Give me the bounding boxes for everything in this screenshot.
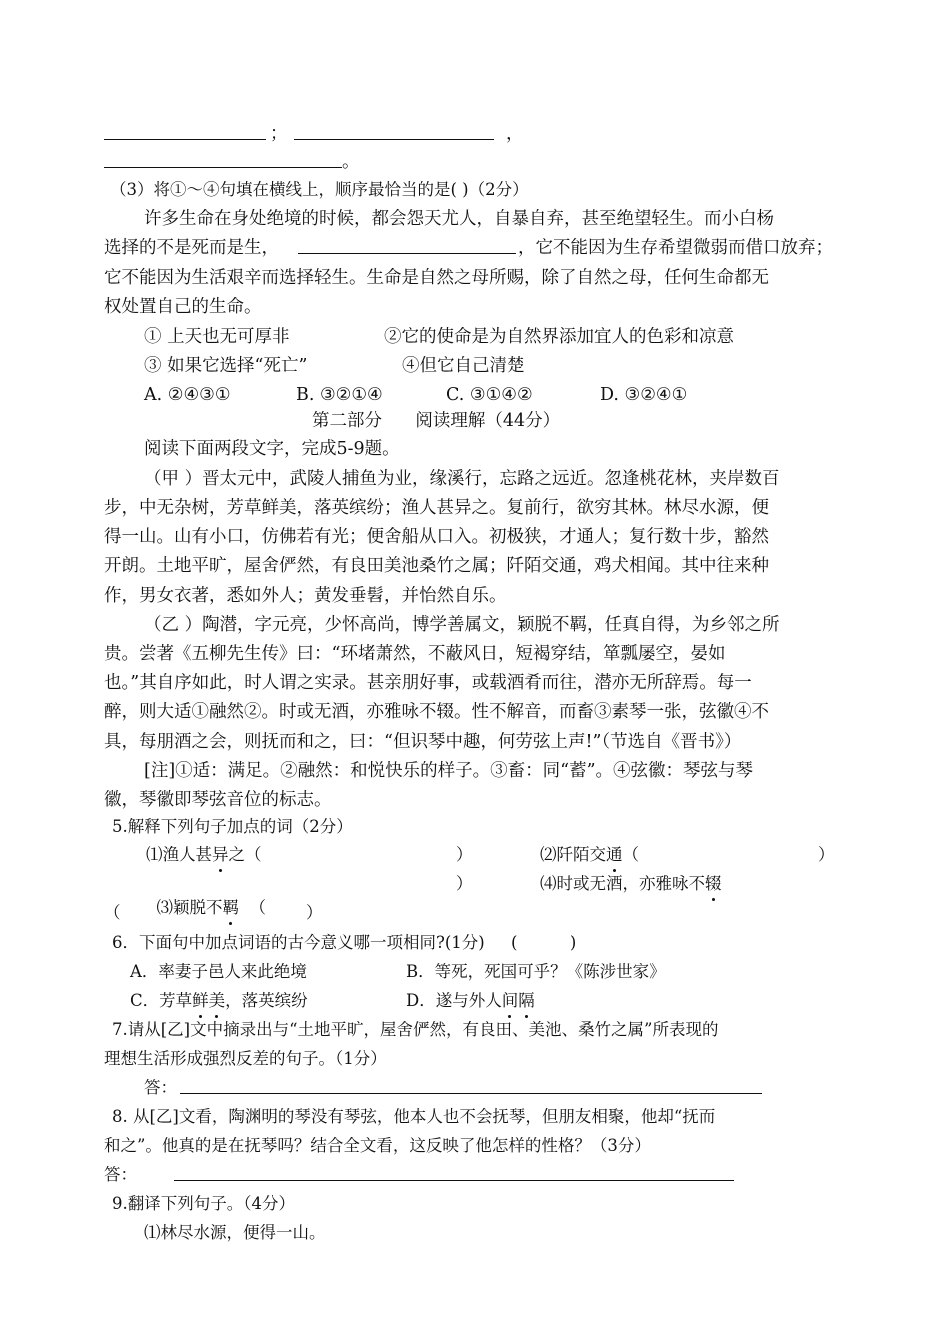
emphasis-dot-word: 鲜美 <box>192 991 225 1010</box>
section-heading: 第二部分 阅读理解（44分） <box>312 411 561 431</box>
q3-item: ④但它自己清楚 <box>402 356 525 376</box>
q5-paren-close: ） <box>456 874 473 893</box>
q6-option-c[interactable]: C．芳草鲜美，落英缤纷 <box>130 989 308 1013</box>
q6-option-a[interactable]: A．率妻子邑人来此绝境 <box>130 962 307 981</box>
emphasis-dot-word: 间隔 <box>502 991 535 1010</box>
q7-stem: 理想生活形成强烈反差的句子。（1分） <box>104 1049 387 1068</box>
passage-yi-line: （乙 ）陶潜，字元亮，少怀高尚，博学善属文，颖脱不羁，任真自得，为乡邻之所 <box>144 615 780 635</box>
q5-stem: 5.解释下列句子加点的词（2分） <box>112 817 353 836</box>
emphasis-dot-word: 辍 <box>705 872 722 896</box>
answer-blank[interactable] <box>180 1093 762 1094</box>
q3-paragraph-line: 它不能因为生活艰辛而选择轻生。生命是自然之母所赐，除了自然之母，任何生命都无 <box>104 268 769 288</box>
q3-paragraph-line: ，它不能因为生存希望微弱而借口放弃； <box>518 238 833 258</box>
passage-jia-line: 得一山。山有小口，仿佛若有光；便舍船从口入。初极狭，才通人；复行数十步，豁然 <box>104 527 769 547</box>
answer-blank[interactable] <box>298 253 516 254</box>
q5-paren-close: ） <box>818 845 835 864</box>
passage-yi-line: 醉，则大适①融然②。时或无酒，亦雅咏不辍。性不解音，而畜③素琴一张，弦徽④不 <box>104 702 769 722</box>
passage-yi-line: 也。”其自序如此，时人谓之实录。甚亲朋好事，或载酒肴而往，潜亦无所辞焉。每一 <box>104 673 752 693</box>
q5-paren-open: （ <box>104 903 121 922</box>
answer-label: 答： <box>104 1165 137 1184</box>
answer-blank[interactable] <box>294 139 494 140</box>
q3-option-a[interactable]: A. ②④③① <box>144 385 231 405</box>
passage-yi-line: 具，每朋酒之会，则抚而和之，曰：“但识琴中趣，何劳弦上声!”（节选自《晋书》） <box>104 732 742 752</box>
q3-paragraph-line: 选择的不是死而是生， <box>104 238 279 258</box>
q3-stem: （3）将①～④句填在横线上，顺序最恰当的是( )（2分） <box>110 180 529 199</box>
q3-item: ③ 如果它选择“死亡” <box>144 356 308 376</box>
q6-option-d[interactable]: D．遂与外人间隔 <box>406 989 535 1013</box>
answer-blank[interactable] <box>104 139 266 140</box>
q5-item-1: ⑴渔人甚异之（ <box>146 843 262 867</box>
passage-jia-line: 作，男女衣著，悉如外人；黄发垂髫，并怡然自乐。 <box>104 586 507 606</box>
answer-label: 答： <box>144 1078 177 1097</box>
passage-jia-line: 开朗。土地平旷，屋舍俨然，有良田美池桑竹之属；阡陌交通，鸡犬相闻。其中往来种 <box>104 556 769 576</box>
q3-paragraph-line: 许多生命在身处绝境的时候，都会怨天尤人，自暴自弃，甚至绝望轻生。而小白杨 <box>144 209 774 229</box>
q6-option-b[interactable]: B．等死，死国可乎？《陈涉世家》 <box>406 962 666 981</box>
passage-yi-line: 贵。尝著《五柳先生传》曰：“环堵萧然，不蔽风日，短褐穿结，箪瓢屡空，晏如 <box>104 644 726 664</box>
q6-stem: 6．下面句中加点词语的古今意义哪一项相同?(1分) ( ) <box>112 933 577 952</box>
q8-stem: 和之”。他真的是在抚琴吗？结合全文看，这反映了他怎样的性格？（3分） <box>104 1136 651 1155</box>
q7-stem: 7.请从[乙]文中摘录出与“土地平旷，屋舍俨然，有良田、美池、桑竹之属”所表现的 <box>112 1020 719 1039</box>
q3-item: ②它的使命是为自然界添加宜人的色彩和凉意 <box>384 327 734 347</box>
q8-stem: 8. 从[乙]文看，陶渊明的琴没有琴弦，他本人也不会抚琴，但朋友相聚，他却“抚而 <box>112 1107 716 1126</box>
passage-jia-line: 步，中无杂树，芳草鲜美，落英缤纷；渔人甚异之。复前行，欲穷其林。林尽水源，便 <box>104 498 769 518</box>
punctuation: ； <box>270 124 288 144</box>
q9-item: ⑴林尽水源，便得一山。 <box>144 1223 326 1242</box>
note-line: [注]①适：满足。②融然：和悦快乐的样子。③畜：同“蓄”。④弦徽：琴弦与琴 <box>144 761 754 781</box>
note-line: 徽，琴徽即琴弦音位的标志。 <box>104 790 332 810</box>
instruction: 阅读下面两段文字，完成5-9题。 <box>144 439 400 459</box>
emphasis-dot-word: 通 <box>606 843 623 867</box>
q3-option-b[interactable]: B. ③②①④ <box>296 385 383 405</box>
q5-paren-close: ） <box>306 903 323 922</box>
q5-item-4: ⑷时或无酒，亦雅咏不辍 <box>540 872 722 896</box>
q3-paragraph-line: 权处置自己的生命。 <box>104 297 262 317</box>
punctuation: ， <box>506 124 524 144</box>
emphasis-dot-word: 异 <box>212 843 229 867</box>
q5-item-3: ⑶颖脱不羁 （ <box>146 872 266 920</box>
passage-jia-line: （甲 ）晋太元中，武陵人捕鱼为业，缘溪行，忘路之远近。忽逢桃花林，夹岸数百 <box>144 469 780 489</box>
q3-option-c[interactable]: C. ③①④② <box>446 385 533 405</box>
q5-paren-close: ） <box>456 845 473 864</box>
q9-stem: 9.翻译下列句子。（4分） <box>112 1194 295 1213</box>
q3-option-d[interactable]: D. ③②④① <box>600 385 688 405</box>
q5-item-2: ⑵阡陌交通（ <box>540 843 639 867</box>
punctuation: 。 <box>342 152 360 172</box>
emphasis-dot-word: 羁 <box>223 896 240 920</box>
answer-blank[interactable] <box>174 1180 734 1181</box>
answer-blank[interactable] <box>104 167 342 168</box>
q3-item: ① 上天也无可厚非 <box>144 327 290 347</box>
